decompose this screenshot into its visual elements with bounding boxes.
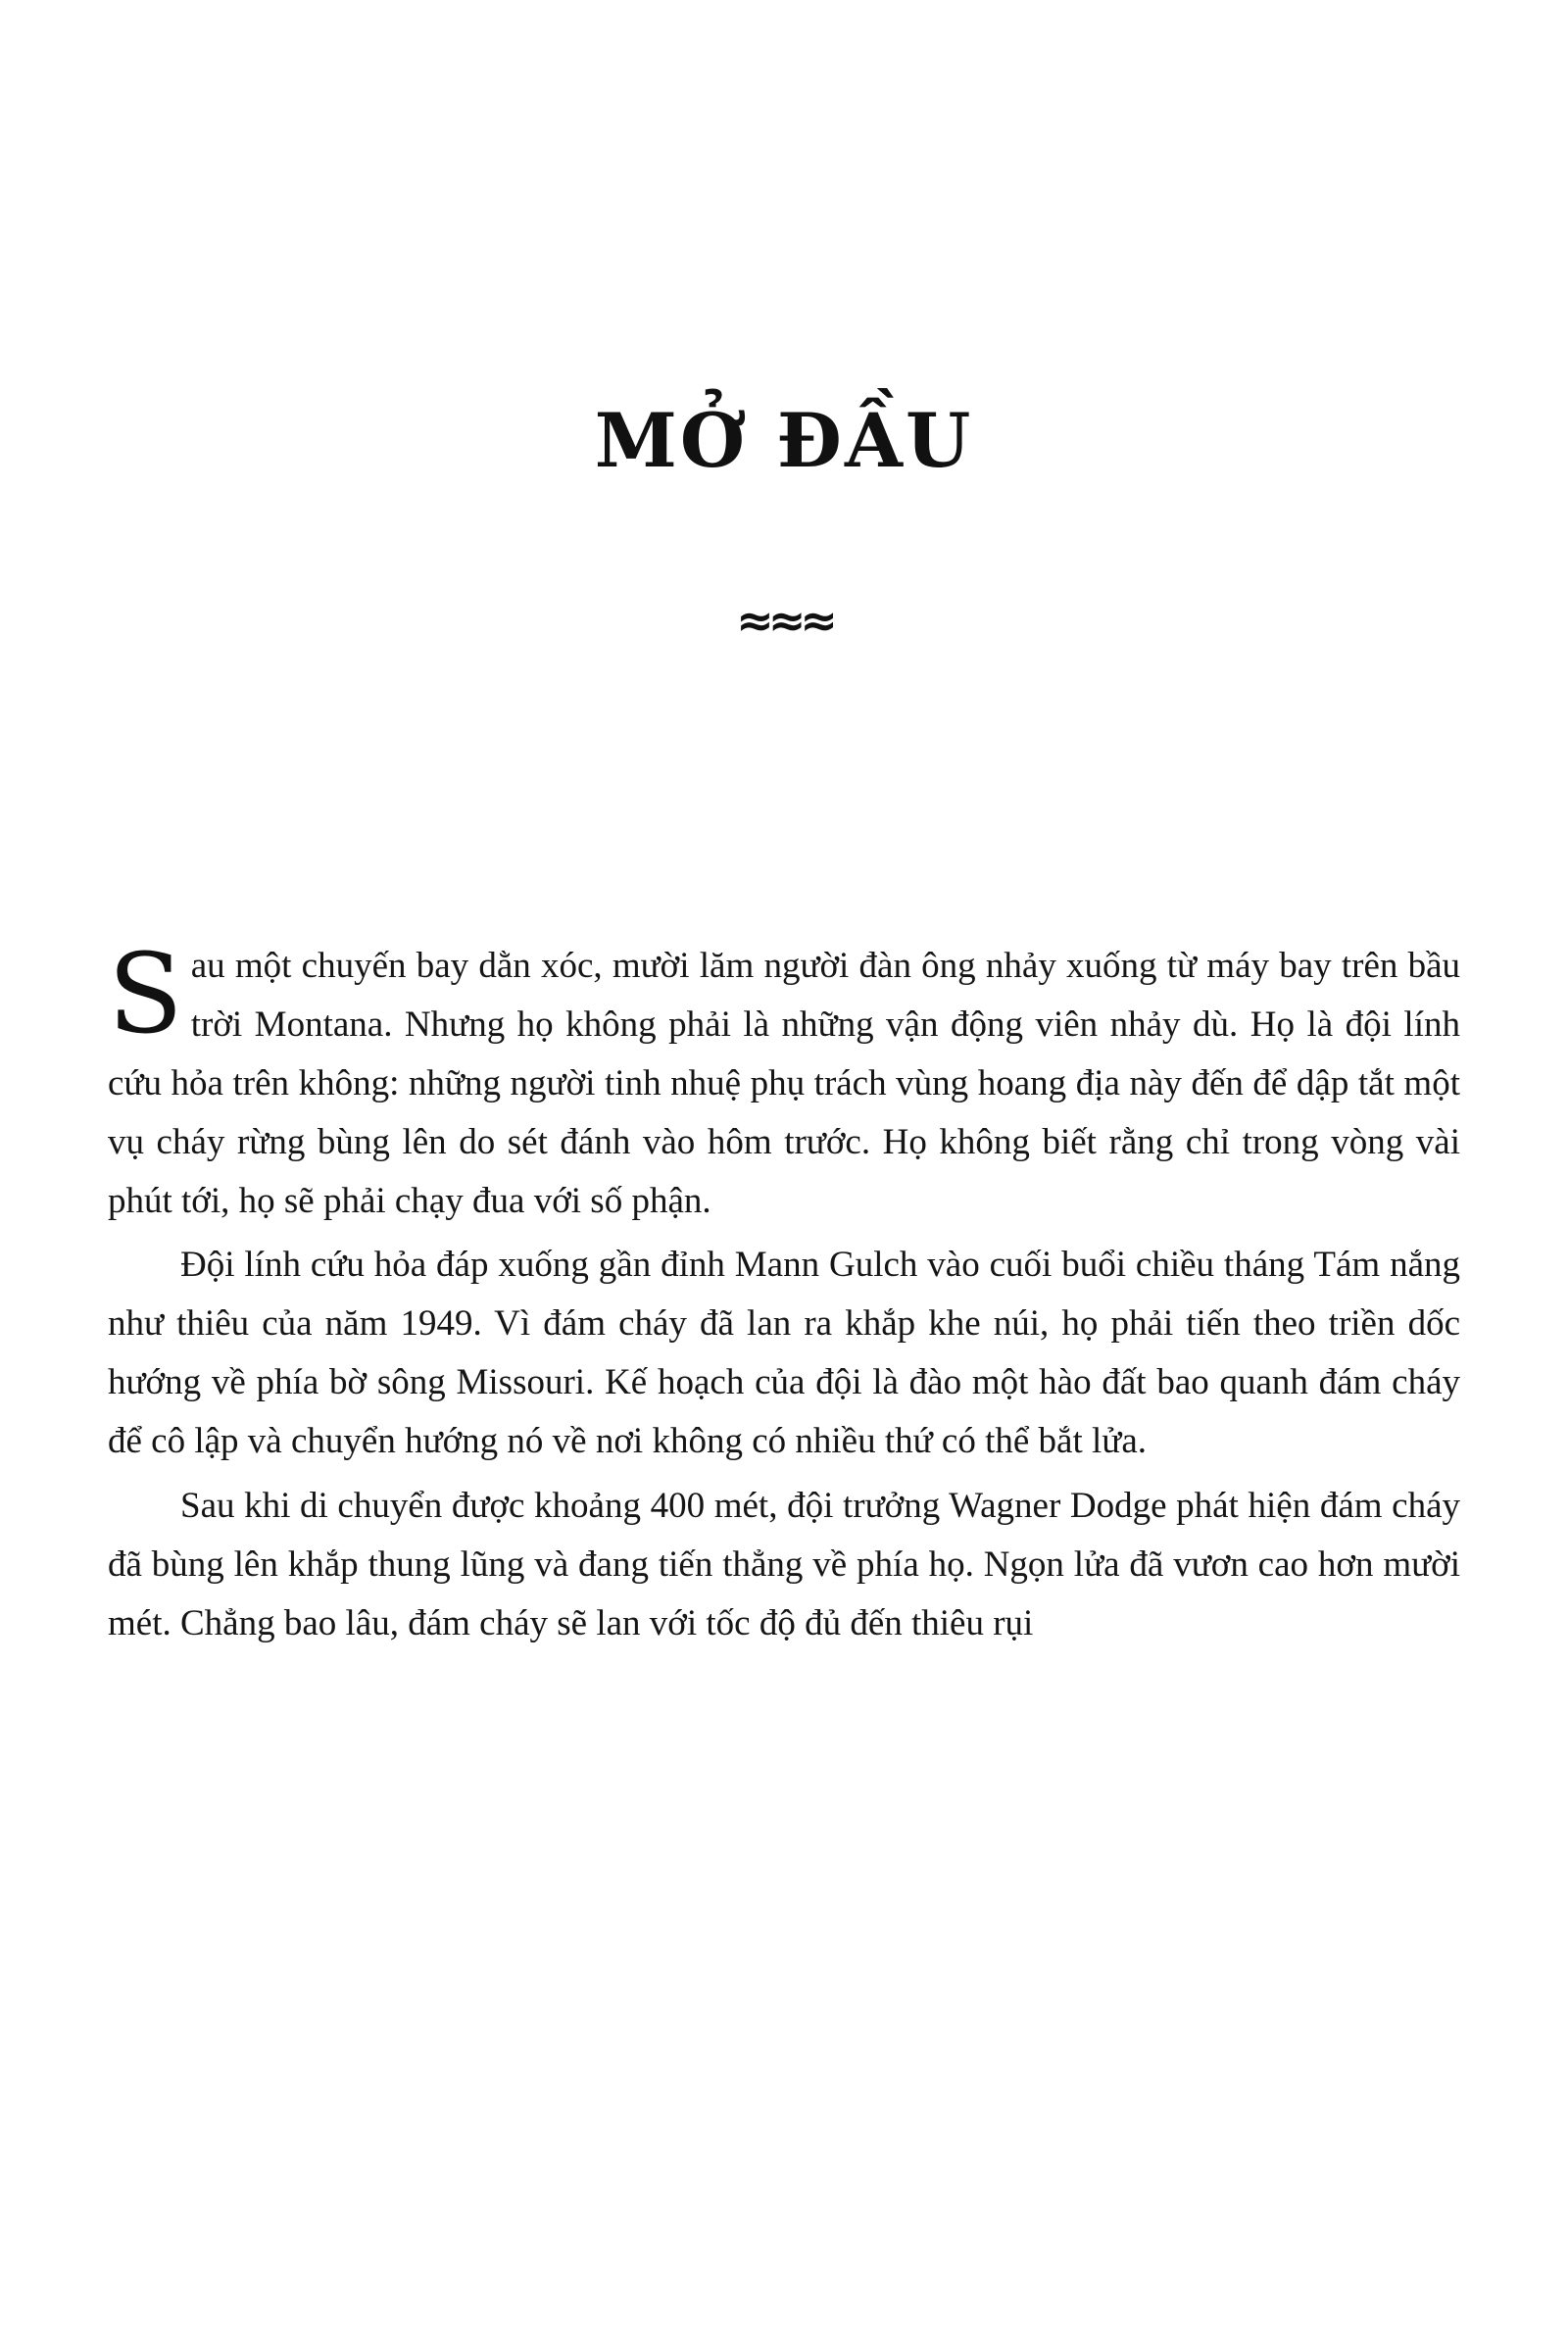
page-title: MỞ ĐẦU — [594, 397, 974, 484]
body-text — [98, 930, 1470, 1653]
paragraph: Đội lính cứu hỏa đáp xuống gần đỉnh Mann Gulch vào cuối buổi chiều tháng Tám nắng như thiêu của năm 1949. Vì đám cháy đã lan ra khắp khe núi, họ phải tiến theo triền dốc hướng về phía bờ sông Missouri. Kế hoạch của đội là đào một hào đất bao quanh đám cháy để cô lập và chuyển hướng nó về nơi không có nhiều thứ có thể bắt lửa. — [108, 1245, 1460, 1462]
paragraph: Sau một chuyến bay dằn xóc, mười lăm người đàn ông nhảy xuống từ máy bay trên bầu trời Montana. Nhưng họ không phải là những vận động viên nhảy dù. Họ là đội lính cứu hỏa trên không: những người tinh nhuệ phụ trách vùng hoang địa này đến để dập tắt một vụ cháy rừng bùng lên do sét đánh vào hôm trước. Họ không biết rằng chỉ trong vòng vài phút tới, họ sẽ phải chạy đua với số phận. — [108, 930, 1460, 1221]
paragraph: Sau khi di chuyển được khoảng 400 mét, đội trưởng Wagner Dodge phát hiện đám cháy đã bùng lên khắp thung lũng và đang tiến thẳng về phía họ. Ngọn lửa đã vươn cao hơn mười mét. Chẳng bao lâu, đám cháy sẽ lan với tốc độ đủ đến thiêu rụi — [108, 1486, 1460, 1644]
wave-ornament-icon: ≈≈≈ — [736, 593, 832, 647]
